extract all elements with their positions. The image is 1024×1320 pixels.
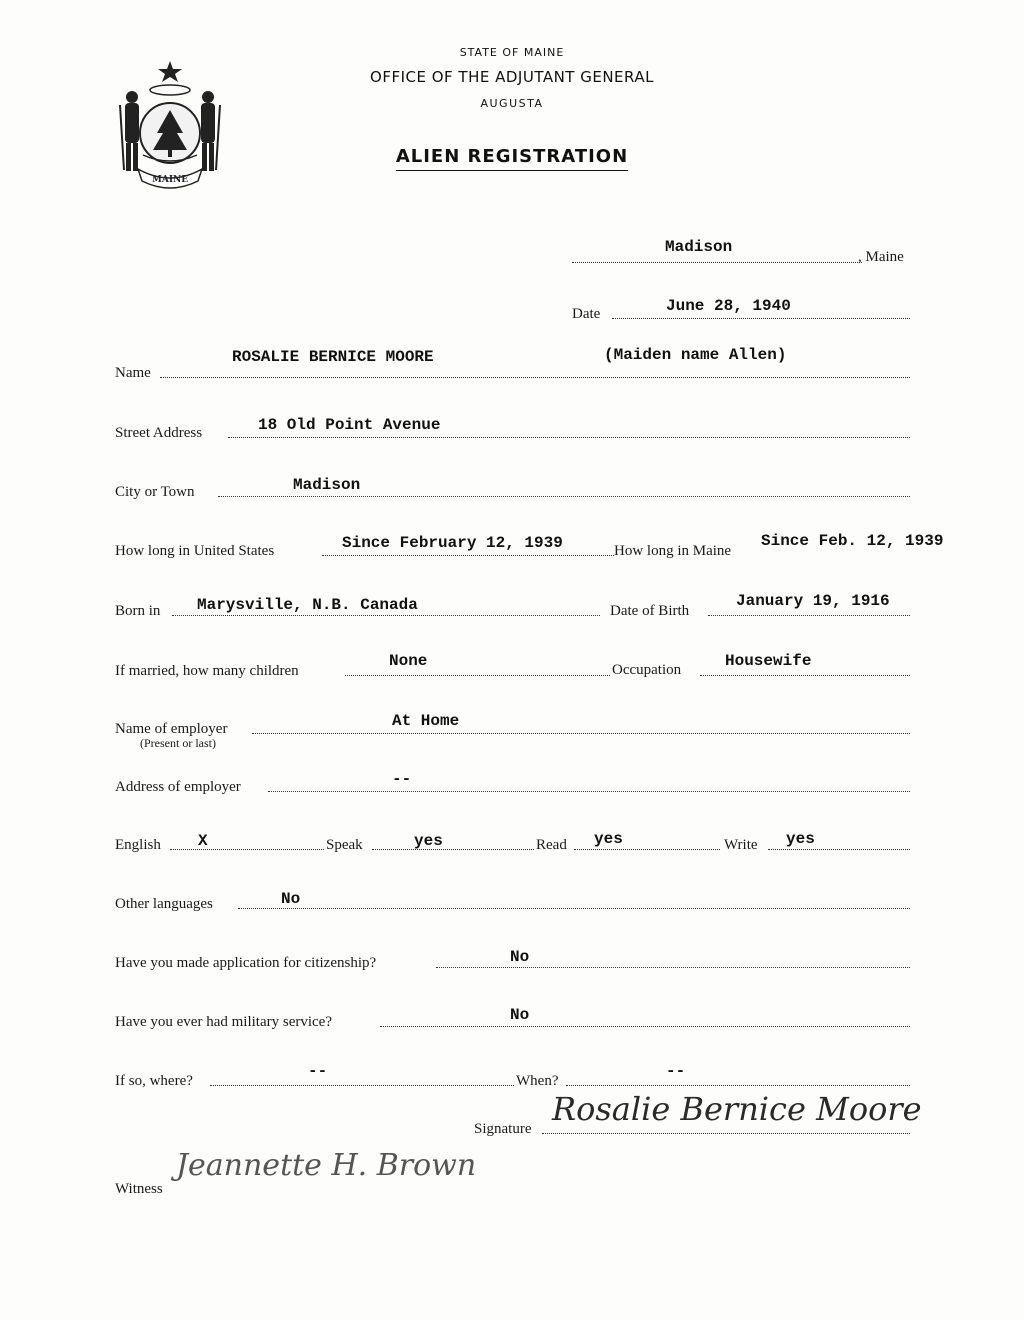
military-value: No xyxy=(510,1006,530,1024)
us-stay-label: How long in United States xyxy=(115,543,275,559)
office-heading: OFFICE OF THE ADJUTANT GENERAL xyxy=(370,68,654,86)
write-value: yes xyxy=(786,830,815,848)
name-value: ROSALIE BERNICE MOORE xyxy=(232,348,434,366)
english-label: English xyxy=(115,837,161,853)
street-value: 18 Old Point Avenue xyxy=(258,416,441,434)
when-label: When? xyxy=(516,1073,559,1089)
when-value: -- xyxy=(666,1062,686,1080)
witness-value: Jeannette H. Brown xyxy=(176,1148,477,1183)
employer-address-label: Address of employer xyxy=(115,779,241,795)
seal-banner-text: MAINE xyxy=(151,175,189,185)
maiden-name-value: (Maiden name Allen) xyxy=(604,346,787,364)
dob-value: January 19, 1916 xyxy=(736,592,890,610)
write-label: Write xyxy=(724,837,758,853)
date-label: Date xyxy=(572,306,601,322)
signature-value: Rosalie Bernice Moore xyxy=(552,1090,922,1128)
maine-stay-value: Since Feb. 12, 1939 xyxy=(761,532,944,550)
citizenship-value: No xyxy=(510,948,530,966)
born-label: Born in xyxy=(115,603,161,619)
occupation-value: Housewife xyxy=(725,652,812,670)
where-label: If so, where? xyxy=(115,1073,193,1089)
dob-label: Date of Birth xyxy=(610,603,690,619)
maine-stay-label: How long in Maine xyxy=(614,543,732,559)
languages-value: No xyxy=(281,890,301,908)
employer-address-value: -- xyxy=(392,770,412,788)
state-heading: STATE OF MAINE xyxy=(459,46,565,59)
city-label: City or Town xyxy=(115,484,195,500)
languages-label: Other languages xyxy=(115,896,213,912)
signature-label: Signature xyxy=(474,1121,532,1137)
children-label: If married, how many children xyxy=(115,663,299,679)
date-value: June 28, 1940 xyxy=(666,297,791,315)
employer-sublabel: (Present or last) xyxy=(140,736,216,750)
employer-label: Name of employer xyxy=(115,721,228,737)
place-suffix: , Maine xyxy=(858,249,904,265)
born-value: Marysville, N.B. Canada xyxy=(197,596,418,614)
read-label: Read xyxy=(536,837,567,853)
employer-value: At Home xyxy=(392,712,460,730)
speak-value: yes xyxy=(414,832,443,850)
name-label: Name xyxy=(115,365,151,381)
where-value: -- xyxy=(308,1062,328,1080)
children-value: None xyxy=(389,652,428,670)
witness-label: Witness xyxy=(115,1181,163,1197)
speak-label: Speak xyxy=(326,837,363,853)
us-stay-value: Since February 12, 1939 xyxy=(342,534,563,552)
military-label: Have you ever had military service? xyxy=(115,1014,332,1030)
city-value: Madison xyxy=(293,476,361,494)
street-label: Street Address xyxy=(115,425,203,441)
place-value: Madison xyxy=(665,238,733,256)
citizenship-label: Have you made application for citizenship? xyxy=(115,955,377,971)
city-heading: AUGUSTA xyxy=(480,97,544,110)
form-title: ALIEN REGISTRATION xyxy=(0,146,1024,167)
occupation-label: Occupation xyxy=(612,662,682,678)
english-value: X xyxy=(198,832,208,850)
read-value: yes xyxy=(594,830,623,848)
